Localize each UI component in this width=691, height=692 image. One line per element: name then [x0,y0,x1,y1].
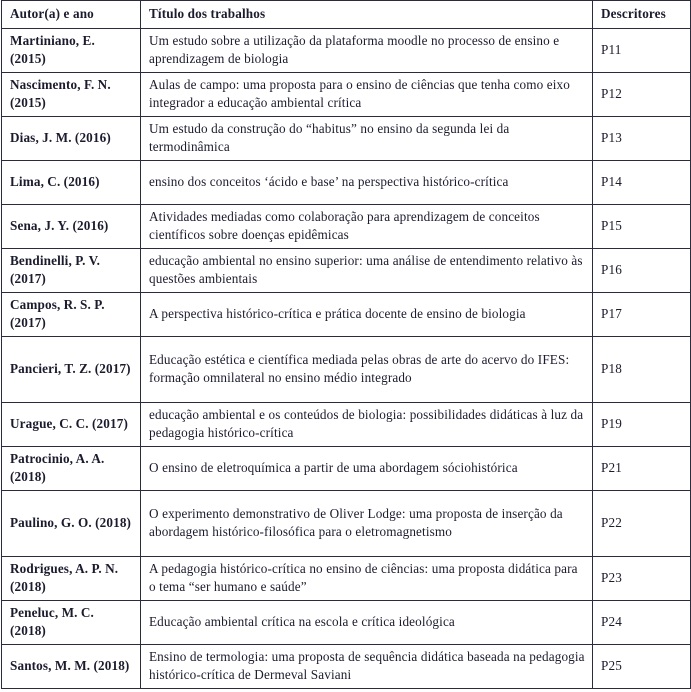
cell-author: Nascimento, F. N. (2015) [2,73,141,117]
cell-descriptor: P16 [593,249,691,293]
cell-author: Paulino, G. O. (2018) [2,491,141,557]
cell-title: educação ambiental no ensino superior: uma análise de entendimento relativo às questões ambientais [141,249,593,293]
column-header-descriptor: Descritores [593,1,691,29]
cell-author: Rodrigues, A. P. N. (2018) [2,557,141,601]
cell-descriptor: P25 [593,645,691,689]
table-row [2,73,691,117]
cell-title: Educação ambiental crítica na escola e crítica ideológica [141,601,593,645]
cell-descriptor: P24 [593,601,691,645]
cell-descriptor: P11 [593,29,691,73]
cell-title: A perspectiva histórico-crítica e prática docente de ensino de biologia [141,293,593,337]
table-row [2,205,691,249]
cell-author: Patrocinio, A. A. (2018) [2,447,141,491]
table-row [2,645,691,689]
cell-descriptor: P13 [593,117,691,161]
cell-title: ensino dos conceitos ‘ácido e base’ na perspectiva histórico-crítica [141,161,593,205]
cell-descriptor: P19 [593,403,691,447]
cell-title: Um estudo da construção do “habitus” no ensino da segunda lei da termodinâmica [141,117,593,161]
cell-title: A pedagogia histórico-crítica no ensino de ciências: uma proposta didática para o tema “ser humano e saúde” [141,557,593,601]
table-header [2,1,691,29]
table-row [2,337,691,403]
cell-author: Peneluc, M. C. (2018) [2,601,141,645]
cell-author: Campos, R. S. P. (2017) [2,293,141,337]
cell-descriptor: P17 [593,293,691,337]
cell-title: Atividades mediadas como colaboração para aprendizagem de conceitos científicos sobre doenças epidêmicas [141,205,593,249]
table-header-row [2,1,691,29]
cell-author: Dias, J. M. (2016) [2,117,141,161]
table-row [2,491,691,557]
table-row [2,557,691,601]
table-row [2,249,691,293]
table-row [2,447,691,491]
cell-title: Educação estética e científica mediada pelas obras de arte do acervo do IFES: formação omnilateral no ensino médio integrado [141,337,593,403]
column-header-author: Autor(a) e ano [2,1,141,29]
cell-title: O experimento demonstrativo de Oliver Lodge: uma proposta de inserção da abordagem histórico-filosófica para o eletromagnetismo [141,491,593,557]
cell-descriptor: P23 [593,557,691,601]
cell-author: Pancieri, T. Z. (2017) [2,337,141,403]
cell-title: Aulas de campo: uma proposta para o ensino de ciências que tenha como eixo integrador a educação ambiental crítica [141,73,593,117]
cell-descriptor: P15 [593,205,691,249]
cell-title: educação ambiental e os conteúdos de biologia: possibilidades didáticas à luz da pedagogia histórico-crítica [141,403,593,447]
cell-author: Urague, C. C. (2017) [2,403,141,447]
table-row [2,601,691,645]
cell-descriptor: P21 [593,447,691,491]
cell-descriptor: P12 [593,73,691,117]
cell-author: Sena, J. Y. (2016) [2,205,141,249]
cell-descriptor: P18 [593,337,691,403]
table-row [2,161,691,205]
cell-author: Bendinelli, P. V. (2017) [2,249,141,293]
table-row [2,293,691,337]
cell-author: Santos, M. M. (2018) [2,645,141,689]
cell-title: O ensino de eletroquímica a partir de uma abordagem sóciohistórica [141,447,593,491]
cell-title: Um estudo sobre a utilização da plataforma moodle no processo de ensino e aprendizagem de biologia [141,29,593,73]
table-body [2,29,691,689]
works-table [1,0,691,689]
table-row [2,403,691,447]
cell-title: Ensino de termologia: uma proposta de sequência didática baseada na pedagogia histórico-crítica de Dermeval Saviani [141,645,593,689]
column-header-title: Título dos trabalhos [141,1,593,29]
cell-descriptor: P22 [593,491,691,557]
cell-author: Lima, C. (2016) [2,161,141,205]
cell-author: Martiniano, E. (2015) [2,29,141,73]
table-row [2,29,691,73]
cell-descriptor: P14 [593,161,691,205]
table-row [2,117,691,161]
